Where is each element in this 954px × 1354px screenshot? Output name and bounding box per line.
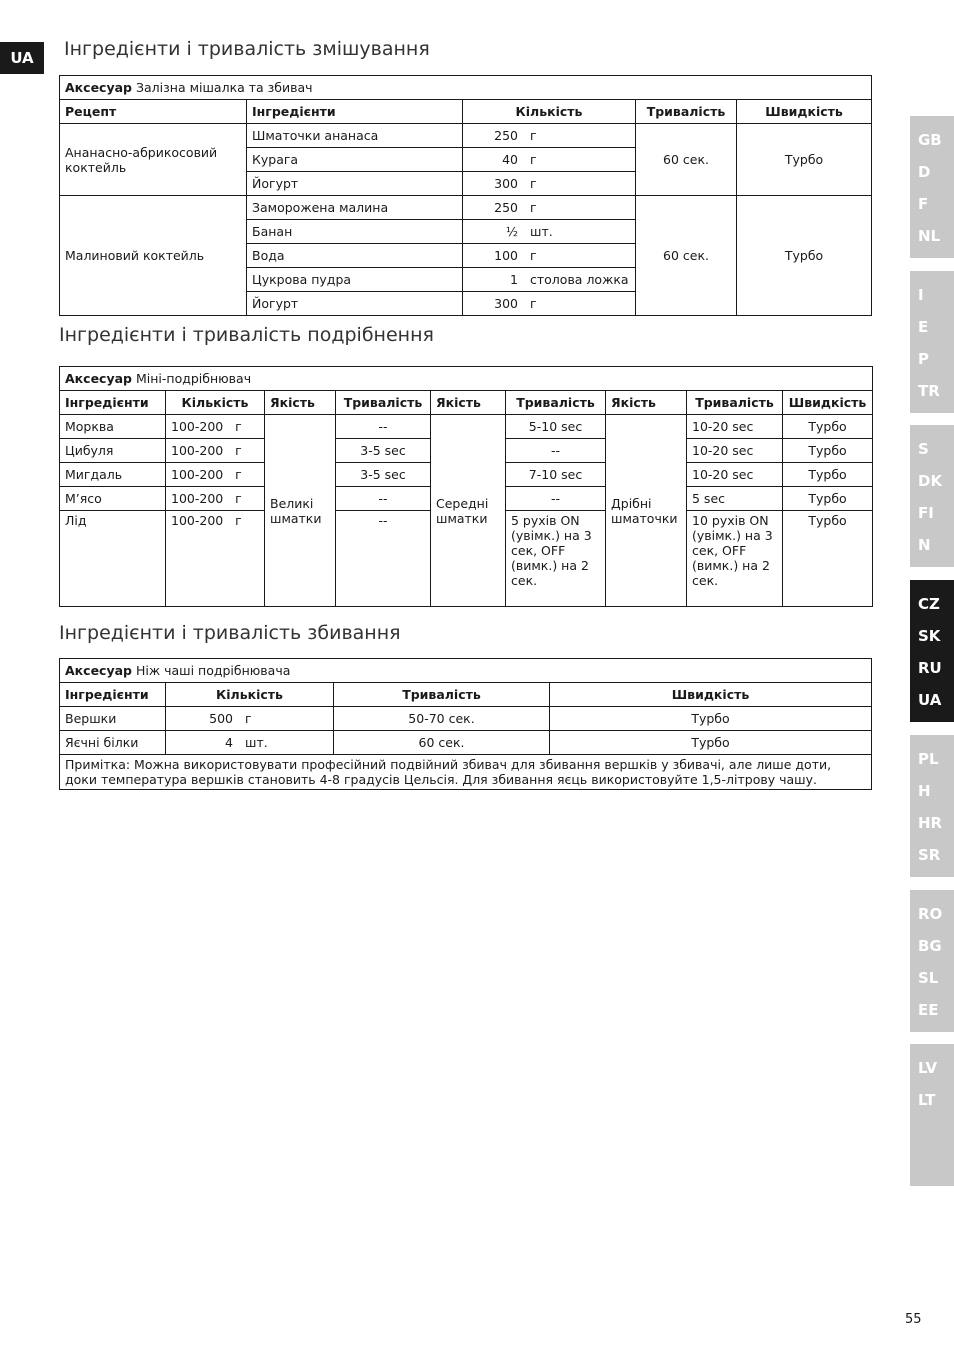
- sidebar-group-3: S DK FI N: [910, 425, 954, 567]
- header-row: Інгредієнти Кількість Якість Тривалість Якість Тривалість Якість Тривалість Швидкість: [60, 391, 873, 415]
- table-row: Морква 100-200 г Великі шматки -- Середні шматки 5-10 sec Дрібні шматочки 10-20 sec Турбо: [60, 415, 873, 439]
- sidebar-group-2: I E P TR: [910, 271, 954, 413]
- page-number: 55: [905, 1312, 922, 1327]
- sidebar-group-active: CZ SK RU UA: [910, 580, 954, 722]
- table-row: М’ясо 100-200 г -- -- 5 sec Турбо: [60, 487, 873, 511]
- table-row: Цукрова пудра 1 столова ложка: [60, 268, 872, 292]
- note: Примітка: Можна використовувати професійний подвійний збивач для збивання вершків у збивачі, але лише доти, доки температура вершків становить 4-8 градусів Цельсія. Для збивання яєць використовуйте 1,5-літрову чашу.: [60, 755, 872, 790]
- sidebar-group-5: PL H HR SR: [910, 735, 954, 877]
- accessory-row: Аксесуар Залізна мішалка та збивач: [60, 76, 872, 100]
- chopping-table: [59, 366, 873, 607]
- sidebar-group-6: RO BG SL EE: [910, 890, 954, 1032]
- header-row: Інгредієнти Кількість Тривалість Швидкість: [60, 683, 872, 707]
- section-title-chopping: Інгредієнти і тривалість подрібнення: [59, 324, 434, 346]
- table-row: Лід 100-200 г -- 5 рухів ON (увімк.) на 3 сек, OFF (вимк.) на 2 сек. 10 рухів ON (увімк.) на 3 сек, OFF (вимк.) на 2 сек. Турбо: [60, 511, 873, 607]
- header-row: Рецепт Інгредієнти Кількість Тривалість Швидкість: [60, 100, 872, 124]
- sidebar-group-1: GB D F NL: [910, 116, 954, 258]
- table-row: Курага 40 г: [60, 148, 872, 172]
- table-row: Вода 100 г: [60, 244, 872, 268]
- accessory-row: Аксесуар Міні-подрібнювач: [60, 367, 873, 391]
- table-row: Яєчні білки 4 шт. 60 сек. Турбо: [60, 731, 872, 755]
- table-row: Йогурт 300 г: [60, 292, 872, 316]
- accessory-row: Аксесуар Ніж чаші подрібнювача: [60, 659, 872, 683]
- table-row: Йогурт 300 г: [60, 172, 872, 196]
- table-row: Вершки 500 г 50-70 сек. Турбо: [60, 707, 872, 731]
- mixing-table: [59, 75, 872, 316]
- sidebar-group-7: LV LT: [910, 1044, 954, 1186]
- table-row: Ананасно-абрикосовий коктейль Шматочки ананаса 250 г 60 сек. Турбо: [60, 124, 872, 148]
- language-tab: UA: [0, 42, 44, 74]
- table-row: Банан ½ шт.: [60, 220, 872, 244]
- section-title-whipping: Інгредієнти і тривалість збивання: [59, 622, 401, 644]
- whipping-table: [59, 658, 872, 790]
- section-title-mixing: Інгредієнти і тривалість змішування: [64, 38, 430, 60]
- table-row: Малиновий коктейль Заморожена малина 250 г 60 сек. Турбо: [60, 196, 872, 220]
- table-row: Цибуля 100-200 г 3-5 sec -- 10-20 sec Турбо: [60, 439, 873, 463]
- table-row: Мигдаль 100-200 г 3-5 sec 7-10 sec 10-20 sec Турбо: [60, 463, 873, 487]
